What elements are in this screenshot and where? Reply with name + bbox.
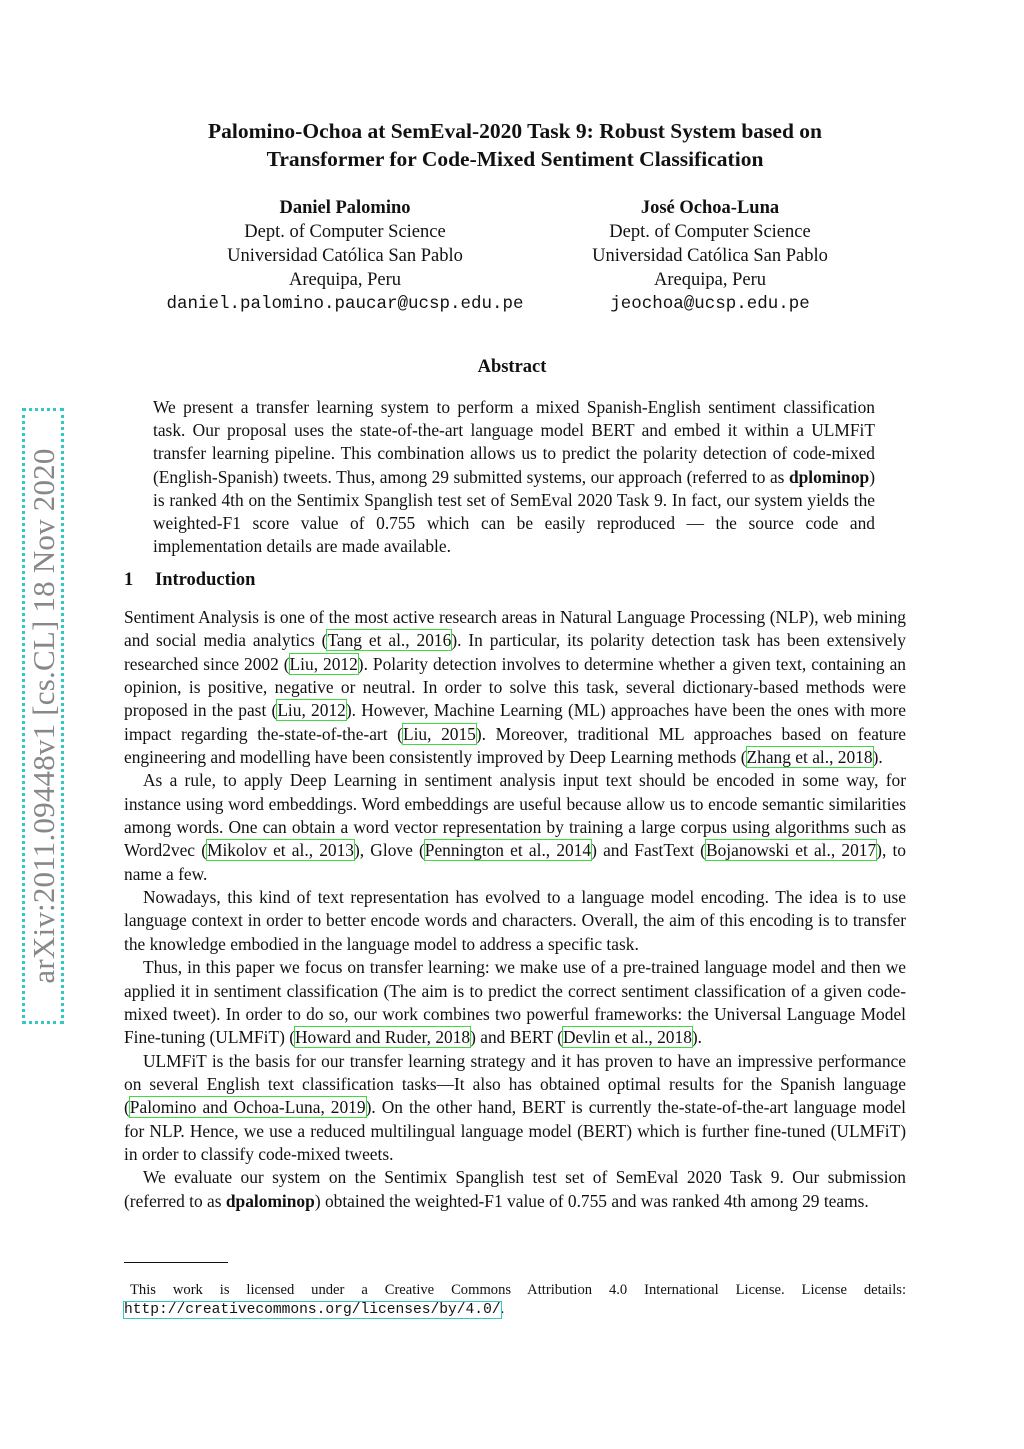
paragraph xyxy=(124,769,906,886)
footnote-rule xyxy=(124,1262,228,1263)
title-line-1: Palomino-Ochoa at SemEval-2020 Task 9: Robust System based on xyxy=(207,119,823,143)
footnote xyxy=(124,1281,906,1320)
section-title: Introduction xyxy=(155,570,256,590)
body-text: We evaluate our system on the Sentimix Spanglish test set of SemEval 2020 Task 9. Our submission (referred to as xyxy=(124,1167,906,1211)
citation-link[interactable]: Liu, 2015 xyxy=(402,723,476,744)
body-text: As a rule, to apply Deep Learning in sentiment analysis input text should be encoded in some way, for instance using word embeddings. Word embeddings are useful because allow us to encode semantic similarities among words. One can obtain a word vector representation by training a large corpus using algorithms such as Word2vec ( xyxy=(124,770,906,861)
citation-link[interactable]: Pennington et al., 2014 xyxy=(424,840,592,861)
arxiv-identifier[interactable]: arXiv:2011.09448v1 [cs.CL] 18 Nov 2020 xyxy=(26,448,61,984)
citation-link[interactable]: Liu, 2012 xyxy=(277,700,346,721)
title-line-2: Transformer for Code-Mixed Sentiment Classification xyxy=(266,147,764,171)
body-text: ), to name a few. xyxy=(124,840,906,884)
body-text: Sentiment Analysis is one of the most active research areas in Natural Language Processing (NLP), web mining and social media analytics ( xyxy=(124,607,906,651)
citation-link[interactable]: Bojanowski et al., 2017 xyxy=(705,840,877,861)
paragraph: Nowadays, this kind of text representation has evolved to a language model encoding. The idea is to use language context in order to better encode words and characters. Overall, the aim of this encoding is to transfer the knowledge embodied in the language model to address a specific task. xyxy=(124,887,906,954)
author-city: Arequipa, Peru xyxy=(289,270,401,290)
abstract-text: We present a transfer learning system to perform a mixed Spanish-English sentiment classification task. Our proposal uses the state-of-the-art language model BERT and embed it within a ULMFiT transfer learning pipeline. This combination allows us to predict the polarity detection of code-mixed (English-Spanish) tweets. Thus, among 29 submitted systems, our approach (referred to as xyxy=(153,397,875,487)
introduction-body xyxy=(124,606,906,1213)
system-name: dplominop xyxy=(788,466,870,487)
paragraph xyxy=(124,1050,906,1167)
author-university: Universidad Católica San Pablo xyxy=(592,246,828,266)
paper-title xyxy=(140,117,890,173)
body-text: ). xyxy=(872,747,883,768)
paragraph xyxy=(124,956,906,1049)
author-university: Universidad Católica San Pablo xyxy=(227,246,463,266)
body-text: ) and FastText ( xyxy=(591,840,706,861)
footnote-end: . xyxy=(500,1301,505,1317)
citation-link[interactable]: Liu, 2012 xyxy=(289,653,358,674)
section-number: 1 xyxy=(124,570,134,590)
citation-link[interactable]: Palomino and Ochoa-Luna, 2019 xyxy=(129,1097,366,1118)
body-text: ) obtained the weighted-F1 value of 0.755 and was ranked 4th among 29 teams. xyxy=(314,1190,869,1211)
citation-link[interactable]: Howard and Ruder, 2018 xyxy=(295,1027,471,1048)
system-name: dpalominop xyxy=(225,1190,315,1211)
body-text: ), Glove ( xyxy=(354,840,425,861)
citation-link[interactable]: Tang et al., 2016 xyxy=(327,630,452,651)
body-text: ULMFiT is the basis for our transfer learning strategy and it has proven to have an impressive performance on several English text classification tasks—It also has obtained optimal results for the Spanish language ( xyxy=(124,1050,906,1118)
author-block-2 xyxy=(560,196,860,316)
paragraph xyxy=(124,606,906,769)
citation-link[interactable]: Zhang et al., 2018 xyxy=(746,747,873,768)
abstract-body xyxy=(153,396,875,558)
body-text: ). However, Machine Learning (ML) approaches have been the ones with more impact regarding the-state-of-the-art ( xyxy=(124,700,906,744)
footnote-text: This work is licensed under a Creative Commons Attribution 4.0 International License. License details: xyxy=(130,1282,906,1298)
abstract-text: ) is ranked 4th on the Sentimix Spanglish test set of SemEval 2020 Task 9. In fact, our system yields the weighted-F1 score value of 0.755 which can be easily reproduced — the source code and implementation details are made available. xyxy=(153,466,875,557)
author-name: José Ochoa-Luna xyxy=(640,198,780,218)
body-text: ). xyxy=(691,1027,703,1048)
section-heading xyxy=(124,570,255,591)
author-block-1 xyxy=(130,196,560,316)
citation-link[interactable]: Devlin et al., 2018 xyxy=(562,1027,692,1048)
body-text: ). In particular, its polarity detection task has been extensively researched since 2002 ( xyxy=(124,630,906,674)
body-text: ). Moreover, traditional ML approaches based on feature engineering and modelling have been consistently improved by Deep Learning methods ( xyxy=(124,723,906,768)
body-text: Thus, in this paper we focus on transfer learning: we make use of a pre-trained language model and then we applied it in sentiment classification (The aim is to predict the correct sentiment classification of a given code-mixed tweet). In order to do so, our work combines two powerful frameworks: the Universal Language Model Fine-tuning (ULMFiT) ( xyxy=(124,957,906,1048)
author-email[interactable]: daniel.palomino.paucar@ucsp.edu.pe xyxy=(166,294,524,314)
abstract-heading: Abstract xyxy=(477,357,547,377)
author-city: Arequipa, Peru xyxy=(654,270,766,290)
author-dept: Dept. of Computer Science xyxy=(609,222,811,242)
paragraph xyxy=(124,1166,906,1213)
author-name: Daniel Palomino xyxy=(279,198,411,218)
body-text: ) and BERT ( xyxy=(470,1027,563,1048)
citation-link[interactable]: Mikolov et al., 2013 xyxy=(207,840,354,861)
license-link[interactable]: http://creativecommons.org/licenses/by/4.0/ xyxy=(124,1302,501,1318)
author-email[interactable]: jeochoa@ucsp.edu.pe xyxy=(610,294,810,314)
author-dept: Dept. of Computer Science xyxy=(244,222,446,242)
body-text: ). On the other hand, BERT is currently the-state-of-the-art language model for NLP. Hence, we use a reduced multilingual language model (BERT) which is further fine-tuned (ULMFiT) in order to classify code-mixed tweets. xyxy=(124,1097,907,1164)
body-text: ). Polarity detection involves to determine whether a given text, containing an opinion, is positive, negative or neutral. In order to solve this task, several dictionary-based methods were proposed in the past ( xyxy=(124,653,906,721)
